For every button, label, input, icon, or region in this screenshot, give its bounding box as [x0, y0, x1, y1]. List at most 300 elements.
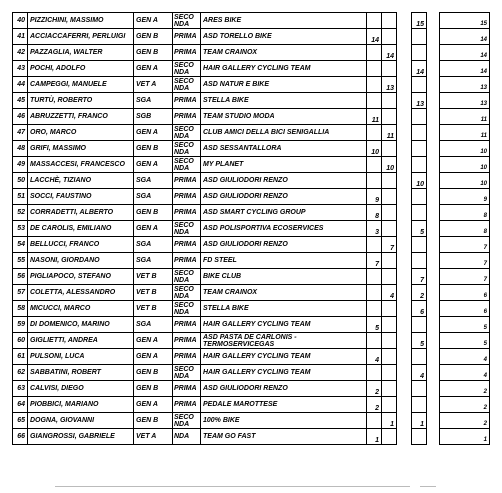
- category-cell: GEN A: [134, 349, 173, 365]
- race-3-points-cell: [412, 45, 427, 61]
- race-3-points-cell: [412, 381, 427, 397]
- division-cell: PRIMA: [173, 253, 201, 269]
- total-points-cell: 8: [440, 221, 490, 237]
- table-row: [13, 221, 490, 237]
- category-cell: SGA: [134, 189, 173, 205]
- race-3-points-cell: [412, 189, 427, 205]
- team-cell: ASD GIULIODORI RENZO: [201, 237, 367, 253]
- team-cell: ASD NATUR E BIKE: [201, 77, 367, 93]
- category-cell: SGA: [134, 93, 173, 109]
- spacer-cell: [397, 77, 412, 93]
- division-cell: SECO NDA: [173, 301, 201, 317]
- race-3-points-cell: 2: [412, 285, 427, 301]
- spacer-cell: [427, 45, 440, 61]
- team-cell: MY PLANET: [201, 157, 367, 173]
- rider-name-cell: NASONI, GIORDANO: [28, 253, 134, 269]
- rider-name-cell: MICUCCI, MARCO: [28, 301, 134, 317]
- race-2-points-cell: [382, 189, 397, 205]
- race-1-points-cell: 9: [367, 189, 382, 205]
- spacer-cell: [427, 349, 440, 365]
- total-points-cell: 6: [440, 285, 490, 301]
- team-cell: TEAM STUDIO MODA: [201, 109, 367, 125]
- position-cell: 46: [13, 109, 28, 125]
- division-cell: NDA: [173, 429, 201, 445]
- total-points-cell: 15: [440, 13, 490, 29]
- spacer-cell: [397, 13, 412, 29]
- position-cell: 41: [13, 29, 28, 45]
- team-cell: HAIR GALLERY CYCLING TEAM: [201, 317, 367, 333]
- rider-name-cell: DOGNA, GIOVANNI: [28, 413, 134, 429]
- race-3-points-cell: [412, 397, 427, 413]
- division-cell: PRIMA: [173, 333, 201, 349]
- team-cell: HAIR GALLERY CYCLING TEAM: [201, 349, 367, 365]
- total-points-cell: 4: [440, 365, 490, 381]
- rider-name-cell: BELLUCCI, FRANCO: [28, 237, 134, 253]
- table-row: [13, 93, 490, 109]
- spacer-cell: [427, 429, 440, 445]
- division-cell: SECO NDA: [173, 61, 201, 77]
- spacer-cell: [427, 157, 440, 173]
- race-3-points-cell: 5: [412, 221, 427, 237]
- rider-name-cell: CORRADETTI, ALBERTO: [28, 205, 134, 221]
- team-cell: BIKE CLUB: [201, 269, 367, 285]
- table-row: [13, 13, 490, 29]
- rider-name-cell: ORO, MARCO: [28, 125, 134, 141]
- race-2-points-cell: 11: [382, 125, 397, 141]
- total-points-cell: 7: [440, 237, 490, 253]
- table-row: [13, 285, 490, 301]
- division-cell: PRIMA: [173, 397, 201, 413]
- spacer-cell: [397, 285, 412, 301]
- rider-name-cell: MASSACCESI, FRANCESCO: [28, 157, 134, 173]
- position-cell: 44: [13, 77, 28, 93]
- race-3-points-cell: 1: [412, 413, 427, 429]
- table-row: [13, 61, 490, 77]
- total-points-cell: 10: [440, 141, 490, 157]
- category-cell: GEN B: [134, 381, 173, 397]
- spacer-cell: [397, 157, 412, 173]
- division-cell: SECO NDA: [173, 285, 201, 301]
- team-cell: 100% BIKE: [201, 413, 367, 429]
- race-1-points-cell: [367, 301, 382, 317]
- race-2-points-cell: [382, 173, 397, 189]
- position-cell: 50: [13, 173, 28, 189]
- division-cell: PRIMA: [173, 109, 201, 125]
- race-2-points-cell: 13: [382, 77, 397, 93]
- total-points-cell: 2: [440, 413, 490, 429]
- table-row: [13, 349, 490, 365]
- table-row: [13, 141, 490, 157]
- race-2-points-cell: [382, 269, 397, 285]
- race-2-points-cell: [382, 317, 397, 333]
- position-cell: 47: [13, 125, 28, 141]
- rider-name-cell: PIZZICHINI, MASSIMO: [28, 13, 134, 29]
- position-cell: 65: [13, 413, 28, 429]
- position-cell: 56: [13, 269, 28, 285]
- category-cell: GEN A: [134, 157, 173, 173]
- race-2-points-cell: [382, 349, 397, 365]
- race-1-points-cell: 7: [367, 253, 382, 269]
- spacer-cell: [397, 365, 412, 381]
- team-cell: STELLA BIKE: [201, 93, 367, 109]
- spacer-cell: [397, 29, 412, 45]
- rider-name-cell: GRIFI, MASSIMO: [28, 141, 134, 157]
- race-2-points-cell: 14: [382, 45, 397, 61]
- spacer-cell: [427, 269, 440, 285]
- race-3-points-cell: [412, 141, 427, 157]
- category-cell: VET A: [134, 77, 173, 93]
- total-points-cell: 11: [440, 109, 490, 125]
- spacer-cell: [397, 125, 412, 141]
- position-cell: 63: [13, 381, 28, 397]
- total-points-cell: 13: [440, 93, 490, 109]
- spacer-cell: [397, 61, 412, 77]
- footer-rule-left: [55, 486, 410, 487]
- division-cell: PRIMA: [173, 173, 201, 189]
- table-row: [13, 125, 490, 141]
- rider-name-cell: SOCCI, FAUSTINO: [28, 189, 134, 205]
- total-points-cell: 4: [440, 349, 490, 365]
- spacer-cell: [427, 413, 440, 429]
- race-2-points-cell: [382, 365, 397, 381]
- position-cell: 53: [13, 221, 28, 237]
- race-3-points-cell: 4: [412, 365, 427, 381]
- division-cell: SECO NDA: [173, 365, 201, 381]
- category-cell: GEN B: [134, 29, 173, 45]
- category-cell: GEN B: [134, 365, 173, 381]
- division-cell: PRIMA: [173, 189, 201, 205]
- total-points-cell: 7: [440, 269, 490, 285]
- rider-name-cell: TURTÙ, ROBERTO: [28, 93, 134, 109]
- division-cell: SECO NDA: [173, 141, 201, 157]
- spacer-cell: [397, 189, 412, 205]
- race-1-points-cell: [367, 237, 382, 253]
- race-1-points-cell: [367, 413, 382, 429]
- team-cell: ASD GIULIODORI RENZO: [201, 381, 367, 397]
- rider-name-cell: ABRUZZETTI, FRANCO: [28, 109, 134, 125]
- total-points-cell: 6: [440, 301, 490, 317]
- spacer-cell: [427, 141, 440, 157]
- spacer-cell: [427, 317, 440, 333]
- position-cell: 43: [13, 61, 28, 77]
- team-cell: ASD SMART CYCLING GROUP: [201, 205, 367, 221]
- spacer-cell: [397, 269, 412, 285]
- spacer-cell: [397, 381, 412, 397]
- team-cell: ASD SESSANTALLORA: [201, 141, 367, 157]
- position-cell: 54: [13, 237, 28, 253]
- race-3-points-cell: [412, 349, 427, 365]
- spacer-cell: [427, 397, 440, 413]
- race-2-points-cell: [382, 29, 397, 45]
- spacer-cell: [427, 61, 440, 77]
- division-cell: PRIMA: [173, 381, 201, 397]
- position-cell: 48: [13, 141, 28, 157]
- table-row: [13, 173, 490, 189]
- spacer-cell: [427, 109, 440, 125]
- category-cell: SGA: [134, 237, 173, 253]
- category-cell: VET B: [134, 269, 173, 285]
- spacer-cell: [427, 221, 440, 237]
- table-row: [13, 109, 490, 125]
- race-1-points-cell: 8: [367, 205, 382, 221]
- team-cell: ASD PASTA DE CARLONIS - TERMOSERVICEGAS: [201, 333, 367, 349]
- team-cell: PEDALE MAROTTESE: [201, 397, 367, 413]
- position-cell: 42: [13, 45, 28, 61]
- race-3-points-cell: [412, 77, 427, 93]
- position-cell: 51: [13, 189, 28, 205]
- rider-name-cell: LACCHÈ, TIZIANO: [28, 173, 134, 189]
- race-2-points-cell: [382, 221, 397, 237]
- table-row: [13, 29, 490, 45]
- race-1-points-cell: 2: [367, 381, 382, 397]
- team-cell: HAIR GALLERY CYCLING TEAM: [201, 365, 367, 381]
- total-points-cell: 5: [440, 317, 490, 333]
- table-row: [13, 381, 490, 397]
- race-1-points-cell: 4: [367, 349, 382, 365]
- team-cell: ARES BIKE: [201, 13, 367, 29]
- division-cell: PRIMA: [173, 45, 201, 61]
- race-2-points-cell: [382, 381, 397, 397]
- category-cell: SGA: [134, 317, 173, 333]
- category-cell: VET B: [134, 301, 173, 317]
- division-cell: SECO NDA: [173, 269, 201, 285]
- category-cell: GEN A: [134, 221, 173, 237]
- category-cell: GEN B: [134, 413, 173, 429]
- spacer-cell: [427, 189, 440, 205]
- division-cell: PRIMA: [173, 93, 201, 109]
- race-1-points-cell: 10: [367, 141, 382, 157]
- race-2-points-cell: [382, 397, 397, 413]
- spacer-cell: [397, 45, 412, 61]
- spacer-cell: [427, 93, 440, 109]
- position-cell: 62: [13, 365, 28, 381]
- position-cell: 60: [13, 333, 28, 349]
- standings-table: [12, 12, 490, 445]
- total-points-cell: 9: [440, 189, 490, 205]
- race-3-points-cell: 10: [412, 173, 427, 189]
- spacer-cell: [427, 285, 440, 301]
- position-cell: 58: [13, 301, 28, 317]
- total-points-cell: 8: [440, 205, 490, 221]
- race-3-points-cell: 5: [412, 333, 427, 349]
- total-points-cell: 14: [440, 29, 490, 45]
- race-2-points-cell: [382, 93, 397, 109]
- team-cell: CLUB AMICI DELLA BICI SENIGALLIA: [201, 125, 367, 141]
- spacer-cell: [397, 397, 412, 413]
- spacer-cell: [397, 317, 412, 333]
- table-row: [13, 397, 490, 413]
- race-2-points-cell: 10: [382, 157, 397, 173]
- table-row: [13, 237, 490, 253]
- race-3-points-cell: 14: [412, 61, 427, 77]
- race-2-points-cell: [382, 301, 397, 317]
- table-row: [13, 157, 490, 173]
- race-3-points-cell: [412, 29, 427, 45]
- category-cell: GEN B: [134, 141, 173, 157]
- race-2-points-cell: [382, 141, 397, 157]
- race-2-points-cell: 4: [382, 285, 397, 301]
- race-1-points-cell: 14: [367, 29, 382, 45]
- table-row: [13, 413, 490, 429]
- category-cell: VET A: [134, 429, 173, 445]
- total-points-cell: 2: [440, 381, 490, 397]
- race-1-points-cell: [367, 157, 382, 173]
- category-cell: SGB: [134, 109, 173, 125]
- spacer-cell: [397, 109, 412, 125]
- category-cell: VET B: [134, 285, 173, 301]
- race-1-points-cell: [367, 45, 382, 61]
- spacer-cell: [427, 77, 440, 93]
- spacer-cell: [427, 125, 440, 141]
- spacer-cell: [397, 429, 412, 445]
- race-2-points-cell: [382, 253, 397, 269]
- spacer-cell: [427, 29, 440, 45]
- division-cell: SECO NDA: [173, 77, 201, 93]
- spacer-cell: [397, 253, 412, 269]
- position-cell: 64: [13, 397, 28, 413]
- race-1-points-cell: [367, 173, 382, 189]
- division-cell: PRIMA: [173, 317, 201, 333]
- position-cell: 59: [13, 317, 28, 333]
- rider-name-cell: GIGLIETTI, ANDREA: [28, 333, 134, 349]
- total-points-cell: 7: [440, 253, 490, 269]
- category-cell: GEN A: [134, 125, 173, 141]
- rider-name-cell: DE CAROLIS, EMILIANO: [28, 221, 134, 237]
- race-1-points-cell: 2: [367, 397, 382, 413]
- race-3-points-cell: [412, 205, 427, 221]
- race-1-points-cell: [367, 93, 382, 109]
- spacer-cell: [397, 333, 412, 349]
- race-2-points-cell: [382, 333, 397, 349]
- rider-name-cell: PIGLIAPOCO, STEFANO: [28, 269, 134, 285]
- division-cell: SECO NDA: [173, 221, 201, 237]
- race-1-points-cell: [367, 285, 382, 301]
- race-2-points-cell: [382, 205, 397, 221]
- position-cell: 57: [13, 285, 28, 301]
- team-cell: ASD TORELLO BIKE: [201, 29, 367, 45]
- spacer-cell: [427, 173, 440, 189]
- total-points-cell: 11: [440, 125, 490, 141]
- position-cell: 45: [13, 93, 28, 109]
- division-cell: SECO NDA: [173, 157, 201, 173]
- spacer-cell: [397, 301, 412, 317]
- division-cell: SECO NDA: [173, 413, 201, 429]
- rider-name-cell: ACCIACCAFERRI, PERLUIGI: [28, 29, 134, 45]
- race-3-points-cell: [412, 157, 427, 173]
- table-row: [13, 429, 490, 445]
- total-points-cell: 1: [440, 429, 490, 445]
- race-1-points-cell: [367, 125, 382, 141]
- spacer-cell: [427, 301, 440, 317]
- total-points-cell: 10: [440, 173, 490, 189]
- spacer-cell: [397, 141, 412, 157]
- spacer-cell: [427, 253, 440, 269]
- team-cell: HAIR GALLERY CYCLING TEAM: [201, 61, 367, 77]
- category-cell: GEN A: [134, 397, 173, 413]
- division-cell: SECO NDA: [173, 125, 201, 141]
- spacer-cell: [397, 349, 412, 365]
- division-cell: SECO NDA: [173, 13, 201, 29]
- rider-name-cell: DI DOMENICO, MARINO: [28, 317, 134, 333]
- rider-name-cell: GIANGROSSI, GABRIELE: [28, 429, 134, 445]
- position-cell: 40: [13, 13, 28, 29]
- division-cell: PRIMA: [173, 349, 201, 365]
- race-3-points-cell: [412, 317, 427, 333]
- total-points-cell: 14: [440, 61, 490, 77]
- standings-rows: [13, 13, 490, 445]
- total-points-cell: 5: [440, 333, 490, 349]
- rider-name-cell: PAZZAGLIA, WALTER: [28, 45, 134, 61]
- spacer-cell: [427, 381, 440, 397]
- division-cell: PRIMA: [173, 237, 201, 253]
- total-points-cell: 14: [440, 45, 490, 61]
- table-row: [13, 317, 490, 333]
- rider-name-cell: CAMPEGGI, MANUELE: [28, 77, 134, 93]
- race-2-points-cell: 1: [382, 413, 397, 429]
- category-cell: GEN B: [134, 45, 173, 61]
- table-row: [13, 77, 490, 93]
- race-1-points-cell: [367, 333, 382, 349]
- team-cell: STELLA BIKE: [201, 301, 367, 317]
- rider-name-cell: SABBATINI, ROBERT: [28, 365, 134, 381]
- position-cell: 49: [13, 157, 28, 173]
- spacer-cell: [397, 205, 412, 221]
- race-3-points-cell: [412, 253, 427, 269]
- category-cell: GEN B: [134, 205, 173, 221]
- category-cell: SGA: [134, 173, 173, 189]
- race-3-points-cell: 7: [412, 269, 427, 285]
- spacer-cell: [397, 93, 412, 109]
- spacer-cell: [397, 173, 412, 189]
- spacer-cell: [427, 13, 440, 29]
- rider-name-cell: CALVISI, DIEGO: [28, 381, 134, 397]
- footer-rule-right: [420, 486, 436, 487]
- total-points-cell: 2: [440, 397, 490, 413]
- spacer-cell: [397, 221, 412, 237]
- team-cell: TEAM GO FAST: [201, 429, 367, 445]
- race-1-points-cell: 1: [367, 429, 382, 445]
- race-1-points-cell: 11: [367, 109, 382, 125]
- table-row: [13, 205, 490, 221]
- table-row: [13, 189, 490, 205]
- race-3-points-cell: 13: [412, 93, 427, 109]
- spacer-cell: [427, 333, 440, 349]
- race-3-points-cell: [412, 125, 427, 141]
- race-3-points-cell: 15: [412, 13, 427, 29]
- race-2-points-cell: [382, 429, 397, 445]
- race-2-points-cell: [382, 109, 397, 125]
- race-1-points-cell: 3: [367, 221, 382, 237]
- team-cell: ASD GIULIODORI RENZO: [201, 189, 367, 205]
- race-1-points-cell: [367, 365, 382, 381]
- race-3-points-cell: [412, 429, 427, 445]
- team-cell: ASD GIULIODORI RENZO: [201, 173, 367, 189]
- division-cell: PRIMA: [173, 29, 201, 45]
- position-cell: 52: [13, 205, 28, 221]
- team-cell: TEAM CRAINOX: [201, 285, 367, 301]
- division-cell: PRIMA: [173, 205, 201, 221]
- position-cell: 66: [13, 429, 28, 445]
- race-2-points-cell: [382, 13, 397, 29]
- table-row: [13, 253, 490, 269]
- category-cell: GEN A: [134, 333, 173, 349]
- team-cell: FD STEEL: [201, 253, 367, 269]
- race-2-points-cell: 7: [382, 237, 397, 253]
- race-2-points-cell: [382, 61, 397, 77]
- race-1-points-cell: [367, 269, 382, 285]
- spacer-cell: [397, 237, 412, 253]
- rider-name-cell: POCHI, ADOLFO: [28, 61, 134, 77]
